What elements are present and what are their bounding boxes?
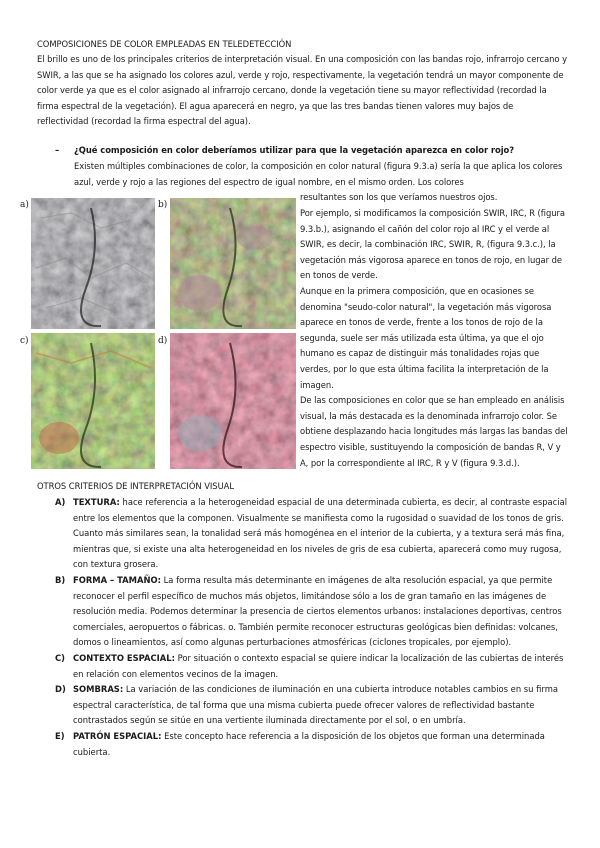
list-item-letter: B) (55, 574, 66, 585)
list-item-head: SOMBRAS: (73, 684, 124, 695)
page-title: COMPOSICIONES DE COLOR EMPLEADAS EN TELEDETECCIÓN (37, 39, 292, 49)
intro-paragraph: El brillo es uno de los principales criterios de interpretación visual. En una composición con las bandas rojo, infrarrojo cercano y SWIR, a las que se ha asignado los colores azul, verde y rojo, respectivamente, la vegetación tendrá un mayor componente de color verde ya que es el color asignado al infrarrojo cercano, donde la vegetación tiene su mayor reflectividad (recordad la firma espectral de la vegetación). El agua aparecerá en negro, ya que las tres bandas tienen valores muy bajos de reflectividad (recordad la firma espectral del agua). (37, 54, 567, 127)
list-item-text: Por situación o contexto espacial se quiere indicar la localización de las cubiertas de interés en relación con elementos vecinos de la imagen. (73, 652, 564, 679)
satellite-image-d (170, 333, 296, 469)
list-item (55, 573, 575, 651)
right-paragraph-2: Aunque en la primera composición, que en ocasiones se denomina "seudo-color natural", la vegetación más vigorosa aparece en tonos de verde, frente a los tonos de rojo de la segunda, suele ser más utilizada esta última, ya que el ojo humano es capaz de distinguir más tonalidades rojas que verdes, por lo que esta última facilita la interpretación de la imagen. (300, 285, 552, 390)
list-item-text: La forma resulta más determinante en imágenes de alta resolución espacial, ya que permite reconocer el perfil específico de muchos más objetos, limitándose sólo a los de gran tamaño en las imágenes de resolución media. Podemos determinar la presencia de ciertos elementos urbanos: instalaciones deportivas, centros comerciales, aeropuertos o fábricas. o. También permite reconocer estructuras geológicas bien definidas: volcanes, domos o lineamientos, así como algunas perturbaciones atmosféricas (ciclones tropicales, por ejemplo). (73, 574, 562, 648)
list-item (55, 682, 575, 729)
list-item-head: PATRÓN ESPACIAL: (73, 730, 162, 741)
list-item-text: La variación de las condiciones de iluminación en una cubierta introduce notables cambios en su firma espectral característica, de tal forma que una misma cubierta puede ofrecer valores de reflectividad bastante contrastados según se sitúe en una vertiente iluminada directamente por el sol, o en umbría. (73, 684, 558, 726)
right-column-text (300, 206, 568, 471)
question-answer: Existen múltiples combinaciones de color, la composición en color natural (figura 9.3.a) sería la que aplica los colores azul, verde y rojo a las regiones del espectro de igual nombre, en el mismo orden. Los colores (74, 161, 563, 187)
list-item-letter: E) (55, 730, 65, 741)
list-item-head: FORMA – TAMAÑO: (73, 574, 161, 585)
list-item (55, 729, 575, 760)
right-paragraph-1: Por ejemplo, si modificamos la composición SWIR, IRC, R (figura 9.3.b.), asignando el cañón del color rojo al IRC y el verde al SWIR, es decir, la combinación IRC, SWIR, R, (figura 9.3.c.), la vegetación más vigorosa aparece en tonos de rojo, en lugar de en tonos de verde. (300, 208, 565, 281)
question-dash: – (55, 145, 60, 155)
list-item-letter: D) (55, 684, 66, 695)
right-paragraph-3: De las composiciones en color que se han empleado en análisis visual, la más destacada es la denominada infrarrojo color. Se obtiene desplazando hacia longitudes más largas las bandas del espectro visible, sustituyendo la composición de bandas R, V y A, por la correspondiente al IRC, R y V (figura 9.3.d.). (300, 395, 568, 468)
list-item-letter: C) (55, 652, 65, 663)
figure-label-c: c) (20, 336, 29, 346)
list-item-letter: A) (55, 497, 66, 507)
list-item-head: TEXTURA: (73, 497, 120, 507)
list-item (55, 651, 575, 682)
satellite-image-c (31, 333, 155, 469)
list-item (55, 495, 575, 573)
question-answer-cont: resultantes son los que veríamos nuestros ojos. (300, 192, 498, 202)
satellite-image-a (31, 198, 155, 329)
figure-label-a: a) (20, 200, 29, 210)
list-item-head: CONTEXTO ESPACIAL: (73, 652, 175, 663)
criteria-list (55, 495, 575, 760)
figure-label-b: b) (158, 200, 168, 210)
section-title: OTROS CRITERIOS DE INTERPRETACIÓN VISUAL (37, 481, 234, 491)
question-text: ¿Qué composición en color deberíamos utilizar para que la vegetación aparezca en color rojo? (74, 145, 515, 155)
satellite-image-b (170, 198, 296, 329)
list-item-text: Este concepto hace referencia a la disposición de los objetos que forman una determinada cubierta. (73, 730, 545, 757)
list-item-text: hace referencia a la heterogeneidad espacial de una determinada cubierta, es decir, al contraste espacial entre los elementos que la componen. Visualmente se manifiesta como la rugosidad o suavidad de los tonos de gris. Cuanto más similares sean, la tonalidad será más homogénea en el interior de la cubierta, y a textura será más fina, mientras que, si existe una alta heterogeneidad en los niveles de gris de esa cubierta, aparecerá como muy rugosa, con textura grosera. (73, 497, 568, 570)
question-heading (55, 143, 514, 159)
figure-label-d: d) (158, 336, 168, 346)
